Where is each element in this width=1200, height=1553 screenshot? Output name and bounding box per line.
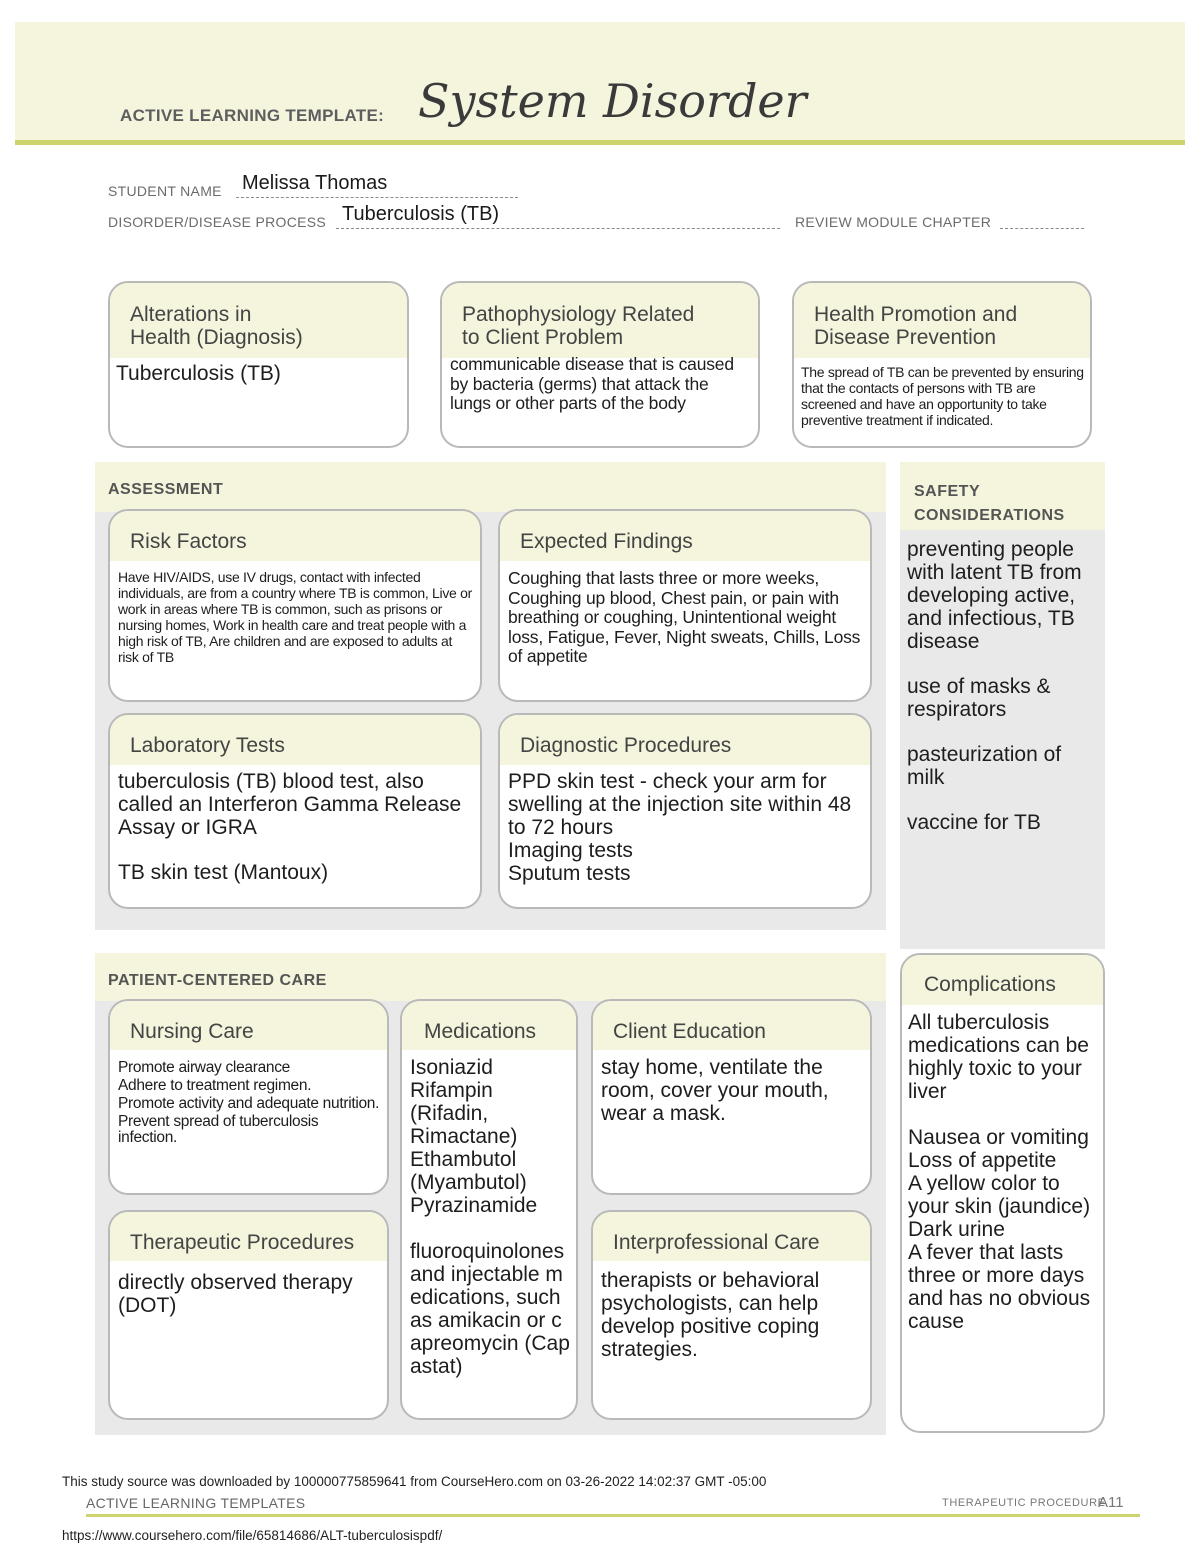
review-chapter-field[interactable]: [1000, 228, 1084, 229]
lab-test-item: tuberculosis (TB) blood test, also called an Interferon Gamma Release Assay or IGRA: [118, 770, 462, 839]
safety-item: preventing people with latent TB from developing active, and infectious, TB disease: [907, 538, 1082, 653]
pathophysiology-body: communicable disease that is caused by bacteria (germs) that attack the lungs or other parts of the body: [450, 354, 734, 413]
student-name-label: STUDENT NAME: [108, 183, 222, 199]
nursing-care-item: Adhere to treatment regimen.: [118, 1077, 312, 1094]
assessment-title: ASSESSMENT: [108, 481, 224, 498]
footer-source-text: This study source was downloaded by 100000775859641 from CourseHero.com on 03-26-2022 14:02:37 GMT -05:00: [62, 1474, 767, 1489]
therapeutic-procedures-title: Therapeutic Procedures: [110, 1212, 387, 1261]
safety-title: SAFETY CONSIDERATIONS: [914, 483, 1065, 524]
disorder-field[interactable]: Tuberculosis (TB): [342, 203, 500, 225]
page-title: System Disorder: [418, 74, 807, 128]
safety-list: [907, 538, 1102, 856]
review-chapter-label: REVIEW MODULE CHAPTER: [795, 214, 992, 230]
footer-left-label: ACTIVE LEARNING TEMPLATES: [86, 1495, 306, 1511]
patient-care-title: PATIENT-CENTERED CARE: [108, 972, 327, 989]
nursing-care-item: Promote activity and adequate nutrition.: [118, 1095, 380, 1112]
medications-box: [400, 999, 578, 1420]
complication-item: Loss of appetite: [908, 1149, 1057, 1172]
therapeutic-procedures-box: [108, 1210, 389, 1420]
alterations-body: Tuberculosis (TB): [116, 362, 281, 385]
alterations-box: [108, 281, 409, 448]
complication-item: Dark urine: [908, 1218, 1005, 1241]
interprofessional-care-box: [591, 1210, 872, 1420]
pathophysiology-box: [440, 281, 760, 448]
interprofessional-care-title: Interprofessional Care: [593, 1212, 870, 1261]
medications-body: [402, 1050, 576, 1378]
nursing-care-item: Prevent spread of tuberculosis infection.: [118, 1113, 319, 1146]
therapeutic-procedures-body: directly observed therapy (DOT): [118, 1271, 353, 1317]
expected-findings-box: [498, 509, 872, 702]
laboratory-tests-box: [108, 713, 482, 909]
diagnostic-item: Sputum tests: [508, 862, 631, 885]
lab-test-item: TB skin test (Mantoux): [118, 861, 329, 884]
footer-url[interactable]: https://www.coursehero.com/file/65814686/ALT-tuberculosispdf/: [62, 1528, 443, 1543]
diagnostic-procedures-box: [498, 713, 872, 909]
medications-title: Medications: [402, 1001, 576, 1050]
medication-item: Ethambutol (Myambutol): [410, 1148, 527, 1194]
footer-rule: [86, 1514, 1140, 1517]
risk-factors-title: Risk Factors: [110, 511, 480, 561]
footer-right-label: THERAPEUTIC PROCEDURE: [942, 1497, 1106, 1509]
risk-factors-box: [108, 509, 482, 702]
client-education-title: Client Education: [593, 1001, 870, 1050]
diagnostic-procedures-title: Diagnostic Procedures: [500, 715, 870, 765]
template-label: ACTIVE LEARNING TEMPLATE:: [120, 106, 385, 125]
health-promotion-body: The spread of TB can be prevented by ensuring that the contacts of persons with TB are screened and have an opportunity to take preventive treatment if indicated.: [801, 364, 1084, 428]
student-name-field[interactable]: Melissa Thomas: [242, 172, 388, 194]
laboratory-tests-body: [110, 765, 480, 884]
nursing-care-body: [110, 1050, 387, 1146]
client-education-body: stay home, ventilate the room, cover your mouth, wear a mask.: [601, 1056, 829, 1125]
diagnostic-item: Imaging tests: [508, 839, 633, 862]
complications-body: [902, 1005, 1103, 1333]
safety-item: vaccine for TB: [907, 811, 1041, 834]
footer-page-number: A11: [1098, 1494, 1124, 1511]
complication-item: A fever that lasts three or more days and has no obvious cause: [908, 1241, 1091, 1333]
diagnostic-procedures-body: [500, 765, 870, 885]
safety-item: use of masks & respirators: [907, 675, 1051, 721]
expected-findings-title: Expected Findings: [500, 511, 870, 561]
health-promotion-title: Health Promotion and Disease Prevention: [794, 283, 1090, 358]
medication-item: Isoniazid: [410, 1056, 493, 1079]
complications-box: [900, 953, 1105, 1433]
complication-item: A yellow color to your skin (jaundice): [908, 1172, 1091, 1218]
nursing-care-title: Nursing Care: [110, 1001, 387, 1050]
diagnostic-item: PPD skin test - check your arm for swelling at the injection site within 48 to 72 hours: [508, 770, 852, 839]
complication-item: All tuberculosis medications can be highly toxic to your liver: [908, 1011, 1089, 1103]
alterations-title: Alterations in Health (Diagnosis): [110, 283, 407, 358]
safety-item: pasteurization of milk: [907, 743, 1062, 789]
health-promotion-box: [792, 281, 1092, 448]
medication-item: Rifampin (Rifadin, Rimactane): [410, 1079, 518, 1148]
student-name-line: [236, 197, 518, 198]
interprofessional-care-body: therapists or behavioral psychologists, can help develop positive coping strategies.: [601, 1269, 820, 1361]
disorder-label: DISORDER/DISEASE PROCESS: [108, 214, 327, 230]
complications-title: Complications: [902, 955, 1103, 1005]
expected-findings-body: Coughing that lasts three or more weeks, Coughing up blood, Chest pain, or pain with breathing or coughing, Unintentional weight loss, Fatigue, Fever, Night sweats, Chills, Loss of appetite: [508, 568, 861, 666]
nursing-care-item: Promote airway clearance: [118, 1059, 290, 1076]
disorder-line: [336, 228, 780, 229]
client-education-box: [591, 999, 872, 1195]
medication-item: Pyrazinamide: [410, 1194, 538, 1217]
complication-item: Nausea or vomiting: [908, 1126, 1089, 1149]
pathophysiology-title: Pathophysiology Related to Client Problem: [442, 283, 758, 358]
medication-extra: fluoroquinolones and injectable medications, such as amikacin or capreomycin (Capastat): [410, 1240, 570, 1378]
risk-factors-body: Have HIV/AIDS, use IV drugs, contact with infected individuals, are from a country where TB is common, Live or work in areas where TB is common, such as prisons or nursing homes, Work in health care and treat people with a high risk of TB, Are children and are exposed to adults at risk of TB: [118, 569, 472, 665]
laboratory-tests-title: Laboratory Tests: [110, 715, 480, 765]
nursing-care-box: [108, 999, 389, 1195]
header-rule: [15, 140, 1185, 145]
